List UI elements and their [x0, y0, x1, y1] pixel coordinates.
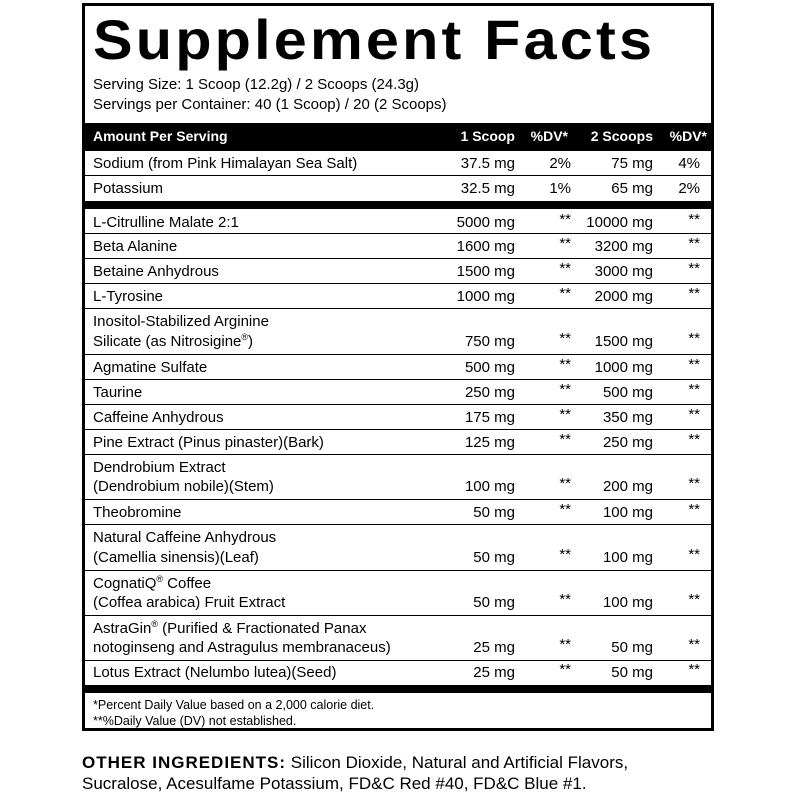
other-ingredients-text: Silicon Dioxide, Natural and Artificial Flavors, Sucralose, Acesulfame Potassium, FD&C Red #40, FD&C Blue #1.: [82, 753, 629, 793]
amount-one: 5000 mg: [456, 214, 515, 231]
amount-two: 500 mg: [602, 384, 653, 401]
amount-two: 50 mg: [611, 664, 653, 681]
ingredient-name: Inositol-Stabilized Arginine: [93, 313, 269, 330]
dv-one: **: [559, 431, 571, 448]
amount-two: 100 mg: [602, 504, 653, 521]
dv-two: **: [688, 475, 700, 492]
ingredient-name: Lotus Extract (Nelumbo lutea)(Seed): [93, 664, 337, 681]
dv-two: **: [688, 661, 700, 678]
amount-one: 25 mg: [473, 639, 515, 656]
dv-two: **: [688, 591, 700, 608]
header-two-scoops: 2 Scoops: [590, 128, 653, 144]
amount-one: 1500 mg: [456, 263, 515, 280]
amount-one: 25 mg: [473, 664, 515, 681]
panel-title: Supplement Facts: [93, 8, 656, 71]
dv-two: **: [688, 356, 700, 373]
amount-one: 750 mg: [464, 333, 515, 350]
dv-one: 1%: [549, 180, 571, 197]
table-row: [85, 500, 711, 525]
servings-per-container: Servings per Container: 40 (1 Scoop) / 20 (2 Scoops): [93, 96, 447, 113]
table-row: [85, 209, 711, 234]
dv-two: **: [688, 211, 700, 228]
dv-two: **: [688, 431, 700, 448]
table-row: [85, 661, 711, 685]
amount-one: 32.5 mg: [460, 180, 515, 197]
serving-size: Serving Size: 1 Scoop (12.2g) / 2 Scoops (24.3g): [93, 76, 420, 93]
dv-one: **: [559, 546, 571, 563]
nutrient-name: Sodium (from Pink Himalayan Sea Salt): [93, 155, 358, 172]
amount-two: 2000 mg: [594, 288, 653, 305]
dv-two: **: [688, 546, 700, 563]
table-row: [85, 284, 711, 309]
name-text: Silicate (as Nitrosigine: [93, 333, 242, 350]
header-amount: Amount Per Serving: [93, 128, 228, 144]
table-header: [85, 123, 711, 151]
ingredient-name-line2: (Coffea arabica) Fruit Extract: [93, 594, 286, 611]
amount-one: 1000 mg: [456, 288, 515, 305]
dv-one: **: [559, 475, 571, 492]
registered-mark: ®: [241, 332, 249, 342]
amount-two: 75 mg: [611, 155, 653, 172]
other-ingredients-label: OTHER INGREDIENTS:: [82, 753, 287, 772]
table-row: [85, 455, 711, 500]
table-row: [85, 176, 711, 201]
amount-two: 65 mg: [611, 180, 653, 197]
dv-one: **: [559, 406, 571, 423]
ingredient-name: Betaine Anhydrous: [93, 263, 219, 280]
dv-two: **: [688, 636, 700, 653]
name-text-end: (Purified & Fractionated Panax: [158, 620, 367, 637]
header-dv-two: %DV*: [669, 128, 707, 144]
amount-two: 200 mg: [602, 478, 653, 495]
dv-one: **: [559, 661, 571, 678]
dv-two: **: [688, 406, 700, 423]
ingredient-name: Agmatine Sulfate: [93, 359, 208, 376]
amount-two: 10000 mg: [586, 214, 653, 231]
dv-one: **: [559, 235, 571, 252]
dv-two: **: [688, 501, 700, 518]
table-row: [85, 259, 711, 284]
amount-two: 100 mg: [602, 549, 653, 566]
ingredient-name-line2: (Dendrobium nobile)(Stem): [93, 478, 274, 495]
name-text: AstraGin: [93, 620, 152, 637]
amount-two: 350 mg: [602, 409, 653, 426]
amount-one: 50 mg: [473, 549, 515, 566]
dv-one: **: [559, 356, 571, 373]
dv-two: 4%: [678, 155, 700, 172]
ingredient-name: Natural Caffeine Anhydrous: [93, 529, 277, 546]
amount-two: 1500 mg: [594, 333, 653, 350]
dv-two: **: [688, 285, 700, 302]
name-text: CognatiQ: [93, 575, 157, 592]
ingredient-name: L-Tyrosine: [93, 288, 164, 305]
dv-two: 2%: [678, 180, 700, 197]
dv-one: **: [559, 285, 571, 302]
amount-one: 1600 mg: [456, 238, 515, 255]
name-text-end: ): [248, 333, 254, 350]
name-text-end: Coffee: [163, 575, 212, 592]
ingredient-name: Beta Alanine: [93, 238, 178, 255]
ingredient-name: Caffeine Anhydrous: [93, 409, 224, 426]
table-row: [85, 616, 711, 661]
dv-one: **: [559, 501, 571, 518]
ingredient-name-line2: [93, 333, 253, 351]
amount-two: 50 mg: [611, 639, 653, 656]
ingredient-name: Dendrobium Extract: [93, 459, 226, 476]
ingredient-name: L-Citrulline Malate 2:1: [93, 214, 239, 231]
header-dv-one: %DV*: [530, 128, 568, 144]
ingredient-name: Theobromine: [93, 504, 182, 521]
table-row: [85, 405, 711, 430]
ingredient-name: [93, 620, 366, 638]
amount-one: 100 mg: [464, 478, 515, 495]
amount-one: 125 mg: [464, 434, 515, 451]
table-row: [85, 430, 711, 455]
dv-one: **: [559, 260, 571, 277]
dv-one: **: [559, 381, 571, 398]
table-row: [85, 234, 711, 259]
amount-one: 250 mg: [464, 384, 515, 401]
amount-one: 500 mg: [464, 359, 515, 376]
dv-two: **: [688, 260, 700, 277]
dv-one: **: [559, 636, 571, 653]
amount-two: 1000 mg: [594, 359, 653, 376]
ingredient-name-line2: (Camellia sinensis)(Leaf): [93, 549, 259, 566]
table-row: [85, 571, 711, 616]
nutrient-name: Potassium: [93, 180, 164, 197]
amount-one: 50 mg: [473, 594, 515, 611]
supplement-facts-panel: [82, 3, 714, 731]
ingredient-name: Taurine: [93, 384, 143, 401]
ingredient-name: Pine Extract (Pinus pinaster)(Bark): [93, 434, 324, 451]
dv-one: 2%: [549, 155, 571, 172]
dv-one: **: [559, 211, 571, 228]
registered-mark: ®: [151, 619, 158, 629]
amount-one: 37.5 mg: [460, 155, 515, 172]
amount-two: 3000 mg: [594, 263, 653, 280]
ingredient-name: [93, 575, 211, 593]
table-row: [85, 355, 711, 380]
footnote-not-established: **%Daily Value (DV) not established.: [93, 714, 297, 728]
other-ingredients: [82, 752, 702, 794]
dv-two: **: [688, 381, 700, 398]
dv-two: **: [688, 235, 700, 252]
section-divider: [85, 685, 711, 693]
dv-one: **: [559, 330, 571, 347]
footnote-dv: *Percent Daily Value based on a 2,000 calorie diet.: [93, 698, 375, 712]
table-row: [85, 151, 711, 176]
amount-one: 50 mg: [473, 504, 515, 521]
amount-two: 3200 mg: [594, 238, 653, 255]
table-row: [85, 309, 711, 355]
amount-two: 100 mg: [602, 594, 653, 611]
table-row: [85, 380, 711, 405]
amount-two: 250 mg: [602, 434, 653, 451]
section-divider: [85, 201, 711, 209]
registered-mark: ®: [156, 574, 164, 584]
ingredient-name-line2: notoginseng and Astragulus membranaceus): [93, 639, 391, 656]
header-one-scoop: 1 Scoop: [460, 128, 515, 144]
amount-one: 175 mg: [464, 409, 515, 426]
dv-two: **: [688, 330, 700, 347]
table-row: [85, 525, 711, 571]
dv-one: **: [559, 591, 571, 608]
